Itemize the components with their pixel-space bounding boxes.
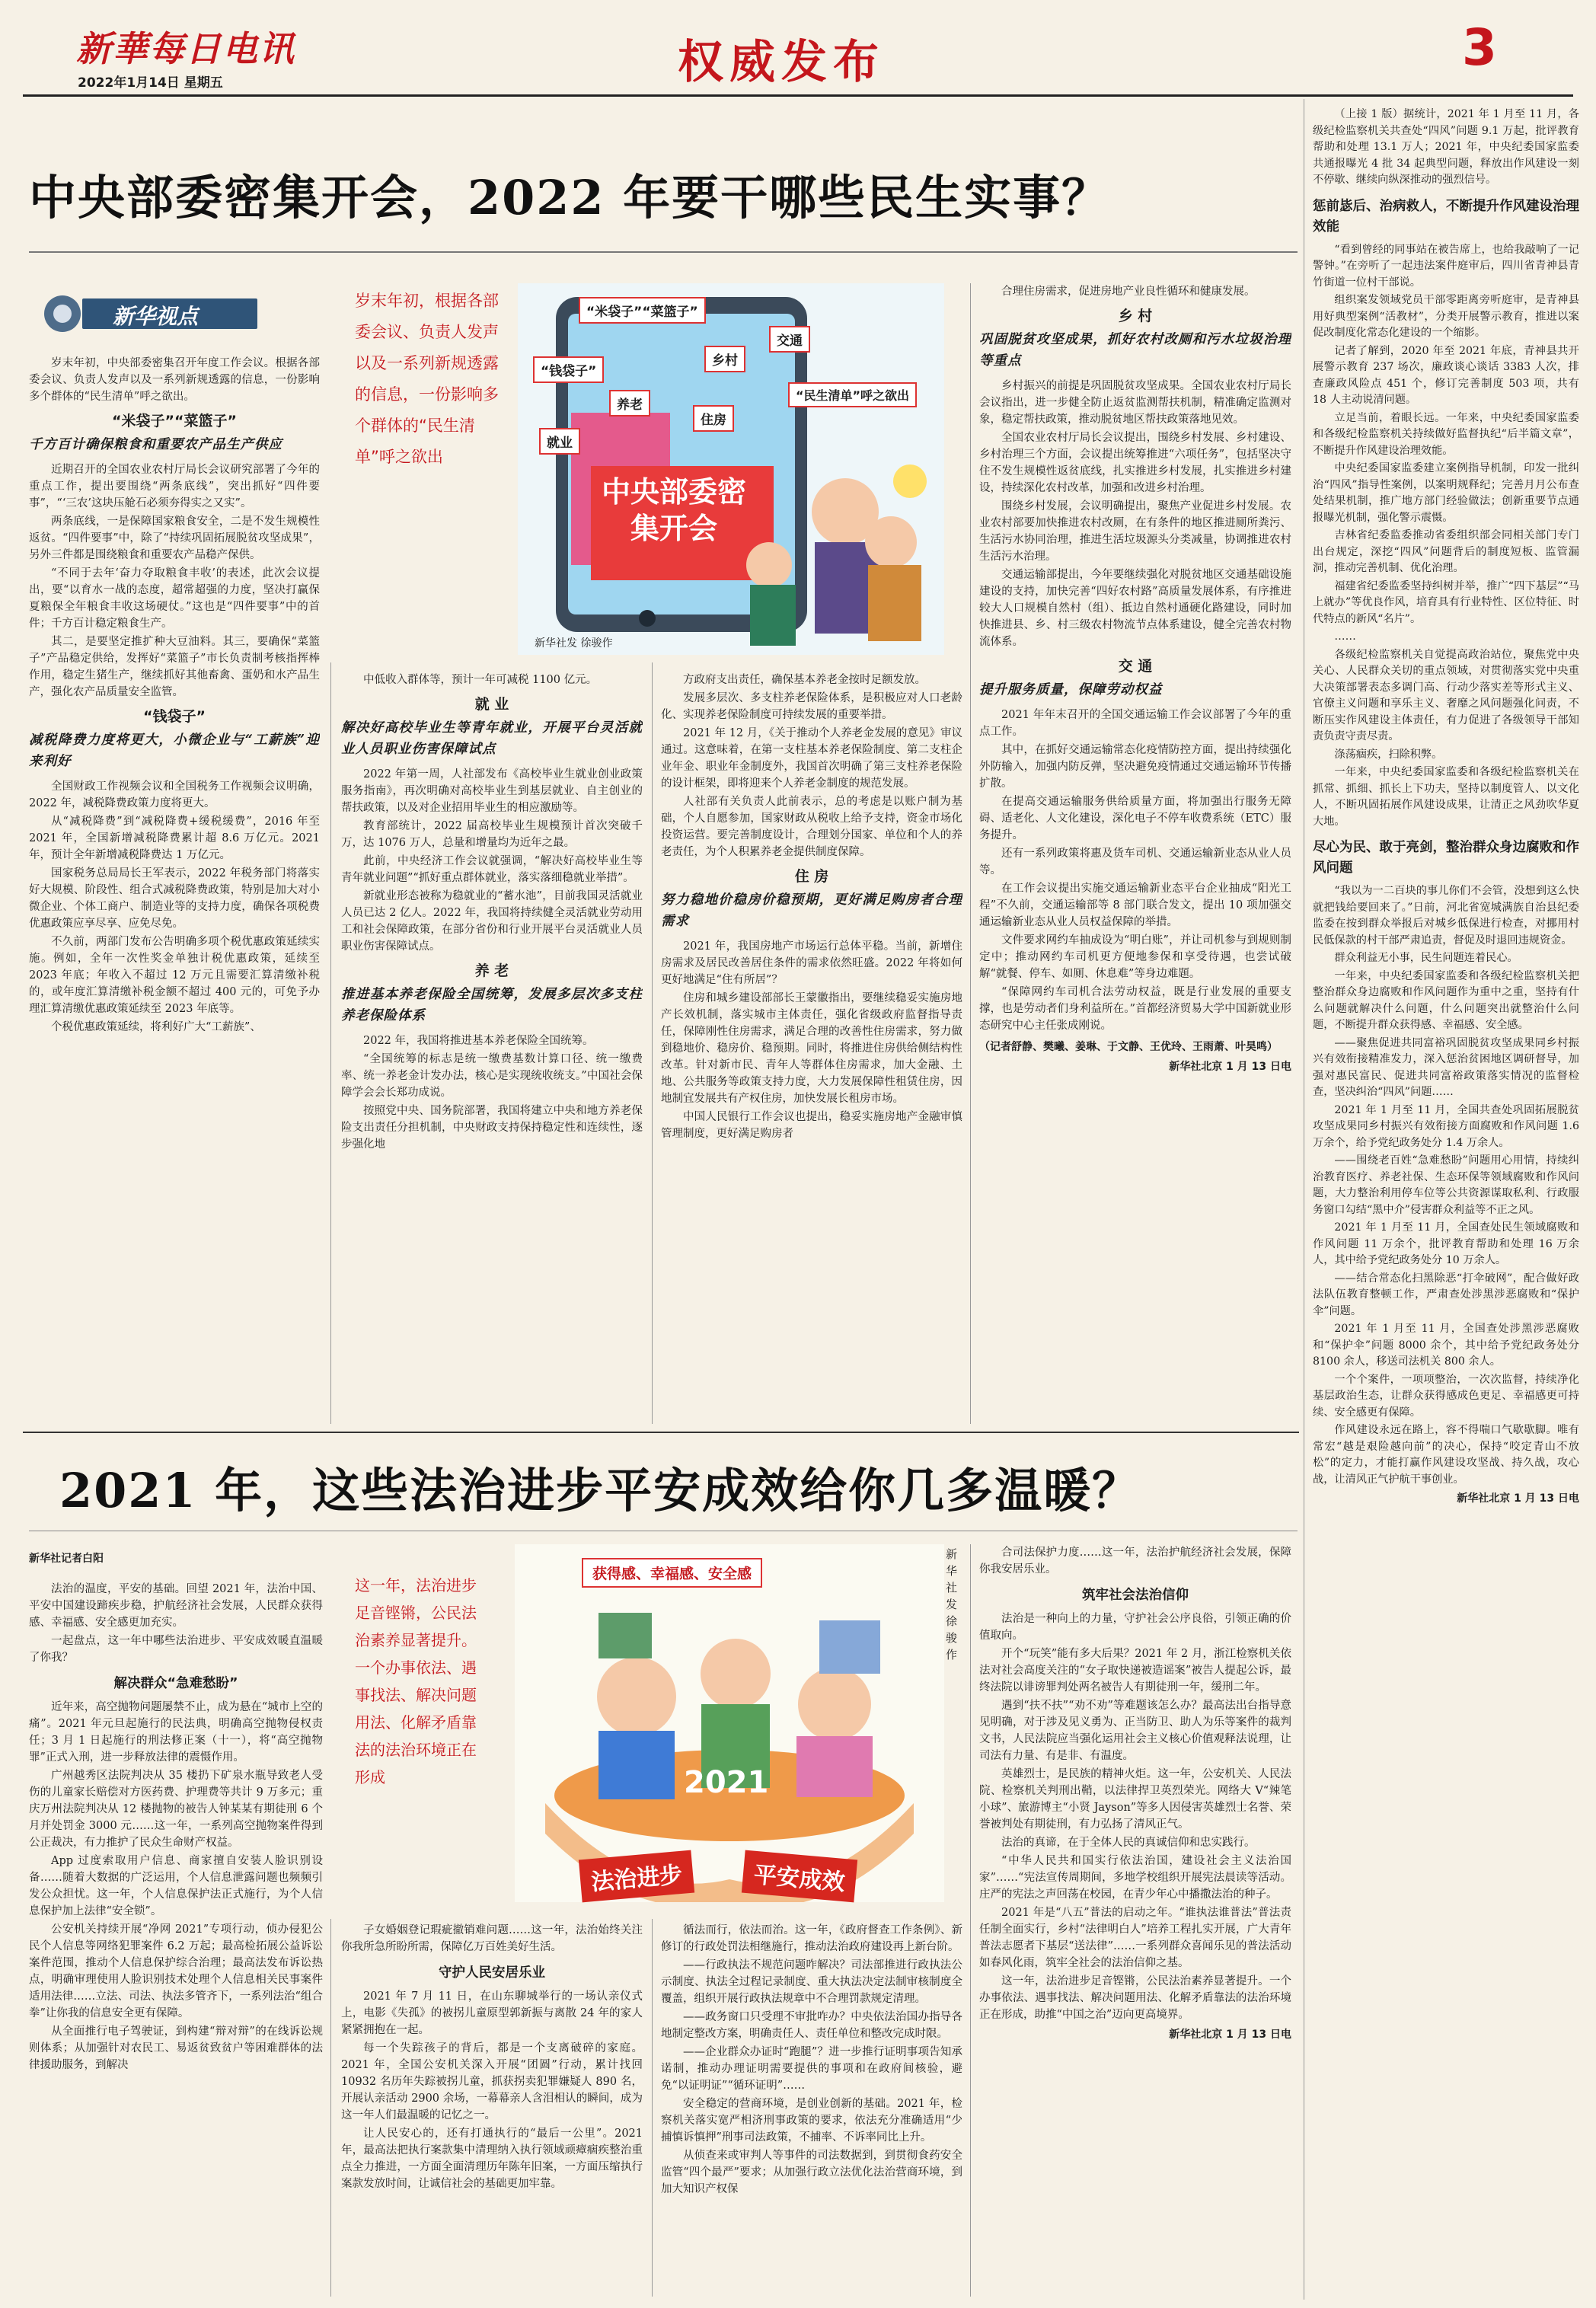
section-heading: 惩前毖后、治病救人，不断提升作风建设治理效能 xyxy=(1313,198,1579,235)
paragraph: 还有一系列政策将惠及货车司机、交通运输新业态从业人员等。 xyxy=(979,848,1291,876)
paragraph: “我以为一二百块的事儿你们不会管，没想到这么快就把钱给要回来了。”日前，河北省宽城满族自治县纪委监委在按到群众举报后对城乡低保进行检查，对挪用村民低保款的村干部严肃追责，督促及时退回违规资金。 xyxy=(1313,885,1579,947)
article1-column-1 xyxy=(29,355,320,1424)
paragraph: 法治是一种向上的力量，守护社会公序良俗，引领正确的价值取向。 xyxy=(979,1613,1291,1642)
newspaper-logo: 新華每日电讯 xyxy=(76,28,295,69)
paragraph: 法治的温度，平安的基础。回望 2021 年，法治中国、平安中国建设蹄疾步稳，护航经济社会发展，人民群众获得感、幸福感、安全感更加充实。 xyxy=(29,1583,323,1629)
illus-label-6: 住房 xyxy=(693,405,734,432)
paragraph: 一个个案件，一项项整治，一次次监督，持续净化基层政治生态，让群众获得感成色更足、幸福感更可持续、安全感更有保障。 xyxy=(1313,1373,1579,1419)
paragraph: 在提高交通运输服务供给质量方面，将加强出行服务无障碍、适老化、人文化建设，深化电子不停车收费系统（ETC）服务提升。 xyxy=(979,796,1291,841)
illustration-hands-scene xyxy=(515,1544,944,1902)
section-heading: 交 通 xyxy=(1118,658,1153,675)
paragraph: 发展多层次、多支柱养老保险体系，是积极应对人口老龄化、实现养老保险制度可持续发展的重要举措。 xyxy=(661,692,962,721)
article1-column-3 xyxy=(661,672,962,1424)
a1-divider-3 xyxy=(970,283,971,1424)
a2-divider-3 xyxy=(970,1544,971,2297)
paragraph: 近年来，高空抛物问题屡禁不止，成为悬在“城市上空的痛”。2021 年元旦起施行的民法典，明确高空抛物侵权责任；3 月 1 日起施行的刑法修正案（十一），将“高空抛物罪”正式入刑，进一步释放法律的震慑作用。 xyxy=(29,1701,323,1764)
paragraph: 中低收入群体等，预计一年可减税 1100 亿元。 xyxy=(363,674,598,686)
paragraph: 2021 年 7 月 11 日，在山东聊城举行的一场认亲仪式上，电影《失孤》的被拐儿童原型郭新振与离散 24 年的家人紧紧拥抱在一起。 xyxy=(341,1990,643,2036)
section-heading: 就 业 xyxy=(474,696,509,713)
section-heading: “米袋子”“菜篮子” xyxy=(112,413,237,429)
section-heading: 乡 村 xyxy=(1118,308,1153,324)
paragraph: 全国财政工作视频会议和全国税务工作视频会议明确，2022 年，减税降费政策力度将更大。 xyxy=(29,781,320,809)
paragraph: 每一个失踪孩子的背后，都是一个支离破碎的家庭。2021 年，全国公安机关深入开展“团圆”行动，累计找回 10932 名历年失踪被拐儿童，抓获拐卖犯罪嫌疑人 890 名，开展认亲活动 2900 余场，一幕幕亲人含泪相认的瞬间，成为这一年人们最温暖的记忆之一。 xyxy=(341,2042,643,2121)
section-heading: 解决群众“急难愁盼” xyxy=(113,1676,238,1691)
illus-label-2: “钱袋子” xyxy=(533,356,604,383)
illus-label-5: 养老 xyxy=(609,390,650,417)
paragraph: 循法而行，依法而治。这一年，《政府督查工作条例》、新修订的行政处罚法相继施行，推动法治政府建设再上新台阶。 xyxy=(661,1924,962,1953)
article1-headline: 中央部委密集开会，2022 年要干哪些民生实事？ xyxy=(29,170,1111,225)
paragraph: 岁末年初，中央部委密集召开年度工作会议。根据各部委会议、负责人发声以及一系列新规透露的信息，一份影响多个群体的“民生清单”呼之欲出。 xyxy=(29,357,320,403)
article2-byline: 新华社记者白阳 xyxy=(29,1553,104,1565)
illus-label-3: 乡村 xyxy=(704,346,745,372)
paragraph: “中华人民共和国实行依法治国，建设社会主义法治国家”……“宪法宣传周期间，多地学校组织开展宪法晨读等活动。庄严的宪法之声回荡在校园，在青少年心中播撒法治的种子。 xyxy=(979,1855,1291,1901)
illus-label-1: “米袋子”“菜篮子” xyxy=(579,297,706,324)
illus2-label-2: 2021 xyxy=(684,1765,769,1800)
a1-divider-1 xyxy=(330,662,331,1424)
paragraph: 中国人民银行工作会议也提出，稳妥实施房地产金融审慎管理制度，更好满足购房者 xyxy=(661,1111,962,1140)
section-heading: 养 老 xyxy=(474,962,509,979)
article1-column-4 xyxy=(979,283,1291,1424)
illus2-label-4: 平安成效 xyxy=(742,1850,857,1903)
paragraph: 安全稳定的营商环境，是创业创新的基础。2021 年，检察机关落实宽严相济刑事政策的要求，依法充分准确适用“少捕慎诉慎押”刑事司法政策，不捕率、不诉率同比上升。 xyxy=(661,2098,962,2144)
paragraph: 新就业形态被称为稳就业的“蓄水池”，目前我国灵活就业人员已达 2 亿人。2022 年，我国将持续健全灵活就业劳动用工和社会保障政策，在部分省份和行业开展平台灵活就业人员职业伤害保障试点。 xyxy=(341,890,643,953)
paragraph: 2022 年第一周，人社部发布《高校毕业生就业创业政策服务指南》，再次明确对高校毕业生到基层就业、自主创业的帮扶政策，以及对企业招用毕业生的相应激励等。 xyxy=(341,768,643,814)
illus2-label-1: 获得感、幸福感、安全感 xyxy=(582,1558,762,1588)
paragraph: 合理住房需求，促进房地产业良性循环和健康发展。 xyxy=(1001,286,1256,298)
paragraph: 2021 年，我国房地产市场运行总体平稳。当前，新增住房需求及居民改善居住条件的需求依然旺盛。2022 年将如何更好地满足“住有所居”？ xyxy=(661,940,962,986)
paragraph: 其中，在抓好交通运输常态化疫情防控方面，提出持续强化外防输入，加强内防反弹，坚决避免疫情通过交通运输环节传播扩散。 xyxy=(979,744,1291,790)
illus-credit: 新华社发 徐骏作 xyxy=(535,637,613,650)
paragraph: App 过度索取用户信息、商家擅自安装人脸识别设备……随着大数据的广泛运用，个人信息泄露问题也频频引发公众担忧。这一年，个人信息保护法正式施行，为个人信息保护加上法律“安全锁”。 xyxy=(29,1855,323,1917)
paragraph: 公安机关持续开展“净网 2021”专项行动，侦办侵犯公民个人信息等网络犯罪案件 6.2 万起；最高检拓展公益诉讼案件范围，推动个人信息保护综合治理；最高法发布诉讼热点，明确审理使用人脸识别技术处理个人信息相关民事案件适用法律……立法、司法、执法多管齐下，一系列法治“组合拳”让你我的信息安全更有保障。 xyxy=(29,1923,323,2019)
dateline: 新华社北京 1 月 13 日电 xyxy=(1169,2029,1291,2041)
article1-headline-rule xyxy=(29,251,1298,253)
article3-column xyxy=(1313,107,1579,2300)
paragraph: 从“减税降费”到“减税降费+缓税缓费”，2016 年至 2021 年，全国新增减税降费累计超 8.6 万亿元。2021 年，预计全年新增减税降费达 1 万亿元。 xyxy=(29,816,320,861)
illus-label-8: “民生清单”呼之欲出 xyxy=(788,382,917,407)
paragraph: 2021 年 1 月至 11 月，全国查处涉黑涉恶腐败和“保护伞”问题 8000 余个，其中给予党纪政务处分 8100 余人，移送司法机关 800 余人。 xyxy=(1313,1323,1579,1368)
paragraph: 近期召开的全国农业农村厅局长会议研究部署了今年的重点工作，提出要围绕“两条底线”，突出抓好“四件要事”，“‘三农’这块压舱石必须夯得实之又实”。 xyxy=(29,464,320,509)
issue-date: 2022年1月14日 星期五 xyxy=(78,75,223,91)
paragraph: 住房和城乡建设部部长王蒙徽指出，要继续稳妥实施房地产长效机制，落实城市主体责任，强化省级政府监督指导责任，保障刚性住房需求，满足合理的改善性住房需求，努力做到稳地价、稳房价、稳预期。同时，将推进住房供给侧结构性改革。针对新市民、青年人等群体住房需求，加大金融、土地、公共服务等政策支持力度，大力发展保障性租赁住房，因地制宜发展共有产权住房，加快发展长租房市场。 xyxy=(661,992,962,1105)
illustration-phone-scene xyxy=(518,283,944,655)
paragraph: 涤荡痼疾，扫除积弊。 xyxy=(1334,748,1443,761)
paragraph: ——企业群众办证时“跑腿”？进一步推行证明事项告知承诺制，推动办理证明需要提供的事项和在政府间核验，避免“以证明证”“循环证明”…… xyxy=(661,2046,962,2092)
article2-column-4 xyxy=(979,1544,1291,2297)
section-subheading: 解决好高校毕业生等青年就业，开展平台灵活就业人员职业伤害保障试点 xyxy=(341,720,643,757)
illus2-credit: 新华社发 徐骏作 xyxy=(946,1547,958,1662)
illus-label-4: 交通 xyxy=(769,326,810,353)
paragraph: 开个“玩笑”能有多大后果？2021 年 2 月，浙江检察机关依法对社会高度关注的“女子取快递被造谣案”被告人提起公诉，最终法院以诽谤罪判处两名被告人有期徒刑一年，缓刑二年。 xyxy=(979,1648,1291,1693)
paragraph: 此前，中央经济工作会议就强调，“解决好高校毕业生等青年就业问题”“抓好重点群体就业，落实落细稳就业举措”。 xyxy=(341,855,643,884)
paragraph: 吉林省纪委监委推动省委组织部会同相关部门专门出台规定，深挖“四风”问题背后的制度短板、监管漏洞，推动完善机制、优化治理。 xyxy=(1313,529,1579,574)
paragraph: 2022 年，我国将推进基本养老保险全国统筹。 xyxy=(363,1035,594,1047)
paragraph: 英雄烈士，是民族的精神火炬。这一年，公安机关、人民法院、检察机关判刑出鞘，以法律捍卫英烈荣光。网络大 V“辣笔小球”、旅游博主“小贤 Jayson”等多人因侵害英雄烈士名誉、荣誉被判处有期徒刑，有力弘扬了清风正气。 xyxy=(979,1768,1291,1831)
paragraph: 2021 年 1 月至 11 月，全国查处民生领域腐败和作风问题 11 万余个，批评教育帮助和处理 16 万余人，其中给予党纪政务处分 10 万余人。 xyxy=(1313,1221,1579,1266)
paragraph: “看到曾经的同事站在被告席上，也给我敲响了一记警钟。”在旁听了一起违法案件庭审后，四川省青神县青竹街道一位村干部说。 xyxy=(1313,243,1579,289)
section-title: 权威发布 xyxy=(678,36,885,89)
section-subheading: 巩固脱贫攻坚成果，抓好农村改厕和污水垃圾治理等重点 xyxy=(979,332,1291,369)
article2-column-1 xyxy=(29,1581,323,2297)
paragraph: 合司法保护力度……这一年，法治护航经济社会发展，保障你我安居乐业。 xyxy=(979,1547,1291,1575)
article2-top-rule xyxy=(23,1432,1299,1433)
paragraph: 一年来，中央纪委国家监委和各级纪检监察机关在抓常、抓细、抓长上下功夫，坚持以制度管人、以文化人，不断巩固拓展作风建设成果，让清正之风劲吹华夏大地。 xyxy=(1313,766,1579,828)
article2-illustration xyxy=(515,1544,944,1902)
paragraph: 国家税务总局局长王军表示，2022 年税务部门将落实好大规模、阶段性、组合式减税降费政策，特别是加大对小微企业、个体工商户、制造业等的支持力度，确保各项税费优惠政策应享尽享、应免尽免。 xyxy=(29,867,320,930)
paragraph: 组织案发领域党员干部零距离旁听庭审，是青神县用好典型案例“活教材”，分类开展警示教育，推进以案促改制度化常态化建设的一个缩影。 xyxy=(1313,294,1579,339)
paragraph: 按照党中央、国务院部署，我国将建立中央和地方养老保险支出责任分担机制，中央财政支持保持稳定性和连续性，逐步强化地 xyxy=(341,1105,643,1151)
illus-label-9: 中央部委密集开会 xyxy=(602,475,747,545)
paragraph: ——围绕老百姓“急难愁盼”问题用心用情，持续纠治教育医疗、养老社保、生态环保等领域腐败和作风问题，大力整治利用停车位等公共资源谋取私利、行政服务窗口勾结“黑中介”侵害群众利益等不正之风。 xyxy=(1313,1154,1579,1216)
paragraph: 各级纪检监察机关自觉提高政治站位，聚焦党中央关心、人民群众关切的重点领域，对贯彻落实党中央重大决策部署表态多调门高、行动少落实差等形式主义、官僚主义问题和享乐主义、奢靡之风问题强化问责，不断压实作风建设主体责任，有力促进了各级领导干部知责负责守责尽责。 xyxy=(1313,648,1579,742)
paragraph: 遇到“扶不扶”“劝不劝”等难题该怎么办？最高法出台指导意见明确，对于涉及见义勇为、正当防卫、助人为乐等案件的裁判文书，人民法院应当强化运用社会主义核心价值观释法说理，让司法有力量、有是非、有温度。 xyxy=(979,1700,1291,1762)
section-heading: 住 房 xyxy=(794,868,829,885)
article1-pullquote: 岁末年初，根据各部委会议、负责人发声以及一系列新规透露的信息，一份影响多个群体的“民生清单”呼之欲出 xyxy=(355,292,499,466)
reporter-credit: （记者舒静、樊曦、姜琳、于文静、王优玲、王雨萧、叶昊鸣） xyxy=(979,1041,1278,1053)
paragraph: 教育部统计，2022 届高校毕业生规模预计首次突破千万，达 1076 万人，总量和增量均为近年之最。 xyxy=(341,820,643,849)
section-subheading: 提升服务质量，保障劳动权益 xyxy=(979,682,1163,698)
paragraph: “不同于去年‘奋力夺取粮食丰收’的表述，此次会议提出，要“以育水一战的态度，超常超强的力度，坚决打赢保夏粮保全年粮食丰收这场硬仗。”这也是“四件要事”中的首件；千方百计稳定粮食生产。 xyxy=(29,567,320,630)
paragraph: 不久前，两部门发布公告明确多项个税优惠政策延续实施。例如，全年一次性奖金单独计税优惠政策，延续至 2023 年底；年收入不超过 12 万元且需要汇算清缴补税的，或年度汇算清缴补税金额不超过 400 元的，可免予办理汇算清缴优惠政策延续至 2023 年底等。 xyxy=(29,936,320,1015)
paragraph: 方政府支出责任，确保基本养老金按时足额发放。 xyxy=(683,674,926,686)
article2-column-2 xyxy=(341,1922,643,2297)
paragraph: 福建省纪委监委坚持纠树并举，推广“四下基层”“马上就办”等优良作风，培育具有行业特性、区位特征、时代特点的新风“名片”。 xyxy=(1313,579,1579,625)
paragraph: ——政务窗口只受理不审批咋办？中央依法治国办指导各地制定整改方案，明确责任人、责任单位和整改完成时限。 xyxy=(661,2011,962,2040)
article1-column-2 xyxy=(341,672,643,1424)
paragraph: “全国统筹的标志是统一缴费基数计算口径、统一缴费率、统一养老金计发办法，核心是实现统收统支。”中国社会保障学会会长郑功成说。 xyxy=(341,1053,643,1099)
paragraph: 作风建设永远在路上，容不得喘口气歇歇脚。唯有常宏“越是艰险越向前”的决心，保持“咬定青山不放松”的定力，才能打赢作风建设攻坚战、持久战，攻心战，让清风正气护航干事创业。 xyxy=(1313,1424,1579,1486)
xinhua-viewpoint-badge xyxy=(29,292,257,335)
section-heading: 尽心为民、敢于亮剑，整治群众身边腐败和作风问题 xyxy=(1313,840,1579,876)
paragraph: 法治的真谛，在于全体人民的真诚信仰和忠实践行。 xyxy=(1001,1837,1256,1849)
paragraph: 从侦查来或审判人等事件的司法数据到，到贯彻食药安全监管“四个最严”要求；从加强行政立法优化法治营商环境，到加大知识产权保 xyxy=(661,2150,962,2195)
section-heading: 筑牢社会法治信仰 xyxy=(1082,1588,1189,1603)
paragraph: 2021 年 1 月至 11 月，全国共查处巩固拓展脱贫攻坚成果同乡村振兴有效衔接方面腐败和作风问题 1.6 万余个，给予党纪政务处分 1.4 万余人。 xyxy=(1313,1103,1579,1149)
paragraph: 记者了解到，2020 年至 2021 年底，青神县共开展警示教育 237 场次，廉政谈心谈话 3383 人次，排查廉政风险点 451 个，修订完善制度 503 项，共有 18 人主动说清问题。 xyxy=(1313,344,1579,406)
a2-divider-1 xyxy=(330,1919,331,2297)
paragraph: 在工作会议提出实施交通运输新业态平台企业抽成“阳光工程”不久前，交通运输部等 8 部门联合发文，提出 10 项加强交通运输新业态从业人员权益保障的举措。 xyxy=(979,883,1291,928)
badge-label: 新华视点 xyxy=(113,304,199,329)
article2-pullquote: 这一年，法治进步足音铿锵，公民法治素养显著提升。一个办事依法、遇事找法、解决问题用法、化解矛盾靠法的法治环境正在形成 xyxy=(355,1576,477,1786)
paragraph: 2021 年年末召开的全国交通运输工作会议部署了今年的重点工作。 xyxy=(979,709,1291,738)
paragraph: 个税优惠政策延续，将利好广大“工薪族”、 xyxy=(51,1021,261,1033)
section-subheading: 推进基本养老保险全国统筹，发展多层次多支柱养老保险体系 xyxy=(341,987,643,1023)
paragraph: 立足当前，着眼长远。一年来，中央纪委国家监委和各级纪检监察机关持续做好监督执纪“后半篇文章”，不断提升作风建设治理效能。 xyxy=(1313,411,1579,457)
masthead xyxy=(23,11,1576,101)
paragraph: 让人民安心的，还有打通执行的“最后一公里”。2021 年，最高法把执行案款集中清理纳入执行领域顽瘴痼疾整治重点全力推进，一方面全面清理历年陈年旧案，一方面压缩执行案款发放时间，让诚信社会的基础更加牢靠。 xyxy=(341,2128,643,2190)
section-heading: “钱袋子” xyxy=(143,708,206,725)
paragraph: 中央纪委国家监委建立案例指导机制，印发一批纠治“四风”指导性案例，以案明规释纪；完善月月公布查处结果机制，推广地方部门经验做法；创新重要节点通报曝光机制，强化警示震慑。 xyxy=(1313,462,1579,524)
dateline: 新华社北京 1 月 13 日电 xyxy=(1457,1492,1579,1505)
paragraph: 子女婚姻登记瑕疵撤销难问题……这一年，法治始终关注你我所急所盼所需，保障亿万百姓美好生活。 xyxy=(341,1924,643,1953)
paragraph: 群众利益无小事，民生问题连着民心。 xyxy=(1334,952,1518,964)
paragraph: 全国农业农村厅局长会议提出，围绕乡村发展、乡村建设、乡村治理三个方面，会议提出统筹推进“六项任务”，包括坚决守住不发生规模性返贫底线，扎实推进乡村发展，扎实推进乡村建设，持续深化农村改革，加强和改进乡村治理。 xyxy=(979,432,1291,494)
paragraph: 乡村振兴的前提是巩固脱贫攻坚成果。全国农业农村厅局长会议指出，进一步健全防止返贫监测帮扶机制，精准确定监测对象，稳定帮扶政策，推动脱贫地区帮扶政策落地见效。 xyxy=(979,380,1291,426)
page-number: 3 xyxy=(1462,18,1497,77)
illus2-label-3: 法治进步 xyxy=(579,1850,694,1903)
paragraph: 其二，是要坚定推扩种大豆油料。其三，要确保“菜篮子”产品稳定供给，发挥好“菜篮子”市长负责制考核指挥棒作用，稳定生猪生产，继续抓好其他畜禽、蛋奶和水产品生产，强化农产品质量安全监管。 xyxy=(29,636,320,698)
paragraph: （上接 1 版）据统计，2021 年 1 月至 11 月，各级纪检监察机关共查处“四风”问题 9.1 万起，批评教育帮助和处理 13.1 万人；2021 年，中央纪委国家监委共通报曝光 4 批 34 起典型问题，释放出作风建设一刻不停歇、继续向纵深推动的强烈信号。 xyxy=(1313,108,1579,186)
header-rule xyxy=(23,94,1573,97)
paragraph: …… xyxy=(1334,630,1356,643)
paragraph: ——行政执法不规范问题咋解决？司法部推进行政执法公示制度、执法全过程记录制度、重大执法决定法制审核制度全覆盖，组织开展行政执法规章中不合理罚款规定清理。 xyxy=(661,1959,962,2005)
paragraph: 文件要求网约车抽成设为“明白账”，并让司机参与到规则制定中；推动网约车司机更方便地参保和享受待遇，也尝试破解“就餐、停车、如厕、休息难”等身边难题。 xyxy=(979,934,1291,980)
paragraph: ——结合常态化扫黑除恶“打伞破网”，配合做好政法队伍教育整顿工作，严肃查处涉黑涉恶腐败和“保护伞”问题。 xyxy=(1313,1272,1579,1317)
section-subheading: 减税降费力度将更大，小微企业与“工薪族”迎来利好 xyxy=(29,733,320,769)
illus-label-7: 就业 xyxy=(539,428,580,455)
paragraph: 两条底线，一是保障国家粮食安全，二是不发生规模性返贫。“四件要事”中，除了“持续巩固拓展脱贫攻坚成果”，另外三件都是围绕粮食和重要农产品稳产保供。 xyxy=(29,516,320,561)
article1-illustration xyxy=(518,283,944,655)
paragraph: “保障网约车司机合法劳动权益，既是行业发展的重要支撑，也是劳动者们身利益所在。”首都经济贸易大学中国新就业形态研究中心主任张成刚说。 xyxy=(979,986,1291,1032)
paragraph: 广州越秀区法院判决从 35 楼扔下矿泉水瓶导致老人受伤的儿童家长赔偿对方医药费、护理费等共计 9 万多元；重庆万州法院判决从 12 楼抛物的被告人钟某某有期徒刑 6 个月并处罚金 3000 元……这一年，一系列高空抛物案件得到公正裁决，有力推护了民众生命财产权益。 xyxy=(29,1770,323,1849)
paragraph: ——聚焦促进共同富裕巩固脱贫攻坚成果同乡村振兴有效衔接精准发力，深入惩治贫困地区调研督导，加强对惠民富民、促进共同富裕政策落实情况的监督检查，坚决纠治“四风”问题…… xyxy=(1313,1036,1579,1098)
paragraph: 交通运输部提出，今年要继续强化对脱贫地区交通基础设施建设的支持，加快完善“四好农村路”高质量发展体系，有序推进较大人口规模自然村（组）、抵边自然村通硬化路建设，同时加快推进县、乡、村三级农村物流节点体系建设，健全完善农村物流体系。 xyxy=(979,569,1291,648)
paragraph: 一起盘点，这一年中哪些法治进步、平安成效暖直温暖了你我？ xyxy=(29,1635,323,1664)
article2-column-3 xyxy=(661,1922,962,2297)
paragraph: 2021 年是“八五”普法的启动之年。“谁执法谁普法”普法责任制全面实行，乡村“法律明白人”培养工程扎实开展，广大青年普法志愿者下基层“送法律”……一系列群众喜闻乐见的普法活动如春风化雨，筑牢全社会的法治信仰之基。 xyxy=(979,1907,1291,1969)
section-heading: 守护人民安居乐业 xyxy=(439,1965,545,1981)
section-subheading: 千方百计确保粮食和重要农产品生产供应 xyxy=(29,437,282,452)
paragraph: 从全面推行电子驾驶证，到构建“辩对辩”的在线诉讼规则体系；从加强针对农民工、易返贫致贫户等困难群体的法律援助服务，到解决 xyxy=(29,2025,323,2071)
a2-divider-2 xyxy=(652,1919,653,2297)
section-subheading: 努力稳地价稳房价稳预期，更好满足购房者合理需求 xyxy=(661,892,962,929)
dateline: 新华社北京 1 月 13 日电 xyxy=(1169,1061,1291,1073)
paragraph: 围绕乡村发展，会议明确提出，聚焦产业促进乡村发展。农业农村部要加快推进农村改厕，在有条件的地区推进厕所粪污、生活污水协同治理，推进生活垃圾源头分类减量，协调推进农村生活污水治理。 xyxy=(979,500,1291,563)
article2-headline: 2021 年，这些法治进步平安成效给你几多温暖？ xyxy=(59,1463,1141,1518)
a1-divider-2 xyxy=(652,662,653,1424)
paragraph: 人社部有关负责人此前表示，总的考虑是以账户制为基础，个人自愿参加，国家财政从税收上给予支持，资金市场化投资运营。要完善制度设计，合理划分国家、单位和个人的养老责任，为个人积累养老金提供制度保障。 xyxy=(661,796,962,858)
paragraph: 2021 年 12 月，《关于推动个人养老金发展的意见》审议通过。这意味着，在第一支柱基本养老保险制度、第二支柱企业年金、职业年金制度外，我国首次明确了第三支柱养老保险的设计框架，即将迎来个人养老金制度的规范发展。 xyxy=(661,727,962,790)
paragraph: 这一年，法治进步足音铿锵，公民法治素养显著提升。一个办事依法、遇事找法、解决问题用法、化解矛盾靠法的法治环境正在形成，助推“中国之治”迈向更高境界。 xyxy=(979,1975,1291,2021)
paragraph: 一年来，中央纪委国家监委和各级纪检监察机关把整治群众身边腐败和作风问题作为重中之重，坚持有什么问题就解决什么问题，什么问题突出就整治什么问题，不断提升群众获得感、幸福感、安全感。 xyxy=(1313,969,1579,1031)
